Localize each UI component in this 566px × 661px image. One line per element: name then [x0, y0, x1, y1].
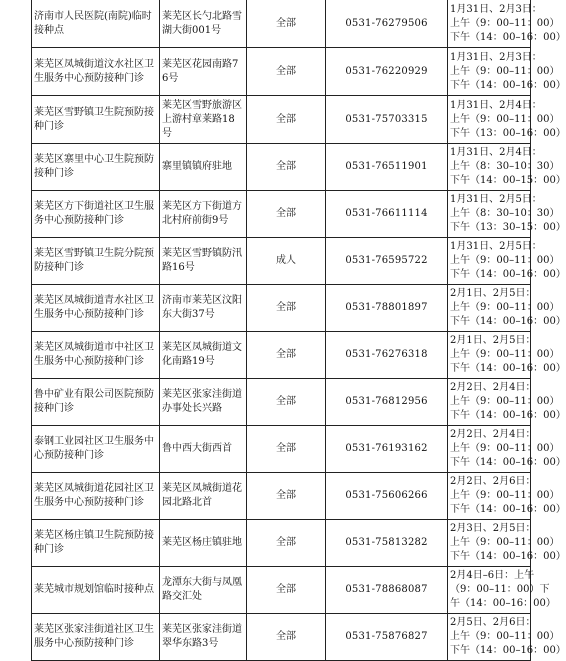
phone-cell: 0531-76276318 — [326, 332, 448, 379]
phone-cell: 0531-75703315 — [326, 96, 448, 144]
site-name-cell: 济南市人民医院(南院)临时接种点 — [32, 0, 160, 48]
time-line: 下午（13：00–16：00） — [450, 127, 566, 139]
table-row — [32, 614, 531, 661]
time-line: 下午（14：00–16：00） — [450, 504, 566, 515]
time-line: 1月31日、2月4日： — [450, 99, 542, 111]
time-line: （9：00–11：00）下 — [450, 584, 550, 595]
time-line: 2月2日、2月4日： — [450, 382, 536, 393]
time-line: 下午（14：00–16：00） — [450, 551, 566, 562]
site-name-cell: 莱芜城市规划馆临时接种点 — [32, 567, 160, 614]
phone-cell: 0531-76611114 — [326, 191, 448, 238]
time-line: 上午（9：00–11：00） — [450, 65, 560, 77]
time-line: 上午（9：00–11：00） — [450, 302, 560, 313]
scope-cell: 全部 — [247, 285, 326, 332]
time-line: 上午（9：00–11：00） — [450, 349, 560, 360]
scope-cell: 全部 — [247, 614, 326, 661]
site-name-cell: 泰钢工业园社区卫生服务中心预防接种门诊 — [32, 426, 160, 473]
site-name-cell: 莱芜区雪野镇卫生院预防接种门诊 — [32, 96, 160, 144]
table-row — [32, 520, 531, 567]
time-cell — [448, 379, 566, 426]
time-cell — [448, 191, 566, 238]
site-name-cell: 莱芜区凤城街道花园社区卫生服务中心预防接种门诊 — [32, 473, 160, 520]
time-line: 午（14：00–16：00） — [450, 598, 556, 609]
time-cell — [448, 332, 566, 379]
table-row — [32, 379, 531, 426]
time-line: 上午（9：00–11：00） — [450, 443, 560, 454]
time-line: 下午（14：00–16：00） — [450, 645, 566, 656]
time-cell — [448, 238, 566, 285]
phone-cell: 0531-78801897 — [326, 285, 448, 332]
time-line: 1月31日、2月3日： — [450, 3, 542, 15]
table-row — [32, 96, 531, 144]
phone-cell: 0531-76279506 — [326, 0, 448, 48]
time-line: 下午（14：00–16：00） — [450, 31, 566, 43]
time-line: 1月31日、2月4日： — [450, 147, 542, 158]
phone-cell: 0531-76511901 — [326, 144, 448, 191]
time-line: 2月1日、2月5日： — [450, 288, 536, 299]
time-line: 上午（9：00–11：00） — [450, 490, 560, 501]
address-cell: 莱芜区雪野旅游区上游村章莱路18号 — [160, 96, 247, 144]
time-cell — [448, 144, 566, 191]
scope-cell: 全部 — [247, 96, 326, 144]
phone-cell: 0531-76812956 — [326, 379, 448, 426]
address-cell: 莱芜区长勺北路雪湖大街001号 — [160, 0, 247, 48]
time-cell — [448, 614, 566, 661]
address-cell: 莱芜区凤城街道花园北路北首 — [160, 473, 247, 520]
scope-cell: 成人 — [247, 238, 326, 285]
table-row — [32, 285, 531, 332]
table-row — [32, 426, 531, 473]
address-cell: 莱芜区花园南路76号 — [160, 48, 247, 96]
address-cell: 莱芜区方下街道方北村府前街9号 — [160, 191, 247, 238]
time-line: 下午（13：30–15：00） — [450, 222, 566, 233]
time-line: 下午（14：00–15：00） — [450, 175, 566, 186]
time-line: 上午（8：30–10：30） — [450, 208, 560, 219]
address-cell: 莱芜区雪野镇防汛路16号 — [160, 238, 247, 285]
time-cell — [448, 520, 566, 567]
site-name-cell: 莱芜区寨里中心卫生院预防接种门诊 — [32, 144, 160, 191]
phone-cell: 0531-76220929 — [326, 48, 448, 96]
table-row — [32, 567, 531, 614]
table-row — [32, 48, 531, 96]
scope-cell: 全部 — [247, 0, 326, 48]
scope-cell: 全部 — [247, 426, 326, 473]
site-name-cell: 莱芜区雪野镇卫生院分院预防接种门诊 — [32, 238, 160, 285]
time-line: 下午（14：00–16：00） — [450, 457, 566, 468]
table-row — [32, 191, 531, 238]
scope-cell: 全部 — [247, 567, 326, 614]
time-line: 2月2日、2月6日： — [450, 476, 536, 487]
phone-cell: 0531-75813282 — [326, 520, 448, 567]
table-body — [32, 0, 566, 661]
time-line: 1月31日、2月5日： — [450, 241, 542, 252]
time-cell — [448, 48, 566, 96]
site-name-cell: 莱芜区杨庄镇卫生院预防接种门诊 — [32, 520, 160, 567]
time-line: 上午（8：30–10：30） — [450, 161, 560, 172]
site-name-cell: 鲁中矿业有限公司医院预防接种门诊 — [32, 379, 160, 426]
vaccination-site-table — [31, 0, 566, 661]
time-cell — [448, 96, 566, 144]
time-line: 2月3日、2月5日： — [450, 523, 536, 534]
time-line: 上午（9：00–11：00） — [450, 113, 560, 125]
time-line: 2月2日、2月4日： — [450, 429, 536, 440]
time-line: 下午（14：00–16：00） — [450, 410, 566, 421]
phone-cell: 0531-75606266 — [326, 473, 448, 520]
address-cell: 龙潭东大街与凤凰路交汇处 — [160, 567, 247, 614]
address-cell: 寨里镇镇府驻地 — [160, 144, 247, 191]
time-cell — [448, 285, 566, 332]
address-cell: 鲁中西大街西首 — [160, 426, 247, 473]
address-cell: 莱芜区张家洼街道办事处长兴路 — [160, 379, 247, 426]
scope-cell: 全部 — [247, 520, 326, 567]
time-line: 上午（9：00–11：00） — [450, 631, 560, 642]
scope-cell: 全部 — [247, 379, 326, 426]
table-row — [32, 473, 531, 520]
time-cell — [448, 473, 566, 520]
site-name-cell: 莱芜区方下街道社区卫生服务中心预防接种门诊 — [32, 191, 160, 238]
table-row — [32, 238, 531, 285]
phone-cell: 0531-76193162 — [326, 426, 448, 473]
time-line: 上午（9：00–11：00） — [450, 17, 560, 29]
address-cell: 莱芜区杨庄镇驻地 — [160, 520, 247, 567]
time-line: 1月31日、2月5日： — [450, 194, 542, 205]
time-cell — [448, 0, 566, 48]
time-line: 上午（9：00–11：00） — [450, 537, 560, 548]
time-line: 2月4日–6日：上午 — [450, 570, 535, 581]
site-name-cell: 莱芜区张家洼街道社区卫生服务中心预防接种门诊 — [32, 614, 160, 661]
time-cell — [448, 567, 556, 614]
scope-cell: 全部 — [247, 473, 326, 520]
table-row — [32, 332, 531, 379]
scope-cell: 全部 — [247, 191, 326, 238]
scope-cell: 全部 — [247, 48, 326, 96]
table-row — [32, 144, 531, 191]
scope-cell: 全部 — [247, 332, 326, 379]
scope-cell: 全部 — [247, 144, 326, 191]
time-line: 1月31日、2月3日： — [450, 51, 542, 63]
time-line: 2月5日、2月6日： — [450, 617, 536, 628]
address-cell: 济南市莱芜区汶阳东大街37号 — [160, 285, 247, 332]
address-cell: 莱芜区张家洼街道翠华东路3号 — [160, 614, 247, 661]
time-cell — [448, 426, 566, 473]
time-line: 2月1日、2月5日： — [450, 335, 536, 346]
time-line: 下午（14：00–16：00） — [450, 316, 566, 327]
time-line: 上午（9：00–11：00） — [450, 396, 560, 407]
site-name-cell: 莱芜区凤城街道青水社区卫生服务中心预防接种门诊 — [32, 285, 160, 332]
time-line: 下午（14：00–16：00） — [450, 269, 566, 280]
site-name-cell: 莱芜区凤城街道市中社区卫生服务中心预防接种门诊 — [32, 332, 160, 379]
table-row — [32, 0, 531, 48]
time-line: 下午（14：00–16：00） — [450, 363, 566, 374]
phone-cell: 0531-75876827 — [326, 614, 448, 661]
time-line: 下午（14：00–16：00） — [450, 79, 566, 91]
phone-cell: 0531-78868087 — [326, 567, 448, 614]
address-cell: 莱芜区凤城街道文化南路19号 — [160, 332, 247, 379]
site-name-cell: 莱芜区凤城街道汶水社区卫生服务中心预防接种门诊 — [32, 48, 160, 96]
phone-cell: 0531-76595722 — [326, 238, 448, 285]
time-line: 上午（9：00–11：00） — [450, 255, 560, 266]
